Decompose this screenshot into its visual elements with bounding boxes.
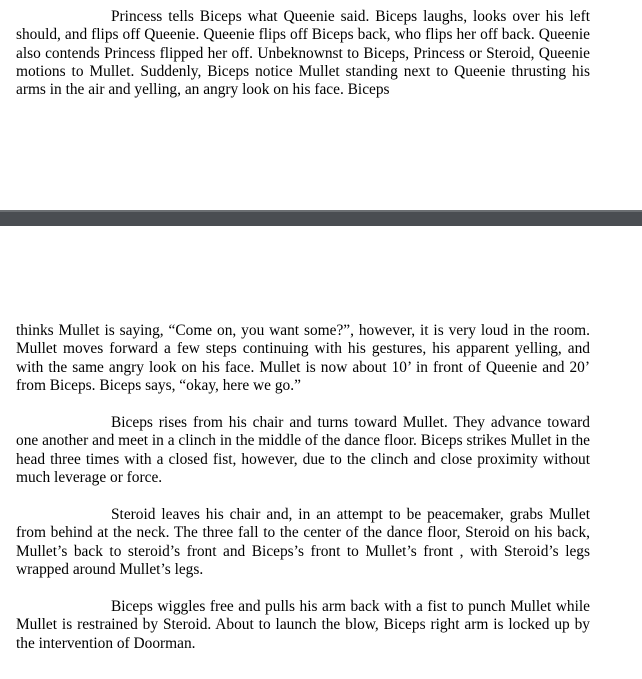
partially-visible-text-line (112, 669, 582, 679)
paragraph-biceps-wiggles-free: Biceps wiggles free and pulls his arm back with a fist to punch Mullet while Mullet is restrained by Steroid. About to launch the blow, Biceps right arm is locked up by the intervention of Doorman. (16, 598, 590, 652)
document-page-upper (0, 0, 642, 210)
paragraph-princess-tells-biceps: Princess tells Biceps what Queenie said. Biceps laughs, looks over his left should, and flips off Queenie. Queenie flips off Biceps back, who flips her off back. Queenie also contends Princess flipped her off. Unbeknownst to Biceps, Princess or Steroid, Queenie motions to Mullet. Suddenly, Biceps notice Mullet standing next to Queenie thrusting his arms in the air and yelling, an angry look on his face. Biceps (16, 8, 590, 99)
paragraph-continued-mullet-gestures: thinks Mullet is saying, “Come on, you want some?”, however, it is very loud in the room. Mullet moves forward a few steps continuing with his gestures, his apparent yelling, and with the same angry look on his face. Mullet is now about 10’ in front of Queenie and 20’ from Biceps. Biceps says, “okay, here we go.” (16, 322, 590, 394)
paragraph-biceps-rises: Biceps rises from his chair and turns toward Mullet. They advance toward one another and meet in a clinch in the middle of the dance floor. Biceps strikes Mullet in the head three times with a closed fist, however, due to the clinch and close proximity without much leverage or force. (16, 414, 590, 486)
paragraph-steroid-peacemaker: Steroid leaves his chair and, in an attempt to be peacemaker, grabs Mullet from behind at the neck. The three fall to the center of the dance floor, Steroid on his back, Mullet’s back to steroid’s front and Biceps’s front to Mullet’s front , with Steroid’s legs wrapped around Mullet’s legs. (16, 506, 590, 578)
page-separator (0, 210, 642, 226)
document-page-lower (0, 226, 642, 676)
